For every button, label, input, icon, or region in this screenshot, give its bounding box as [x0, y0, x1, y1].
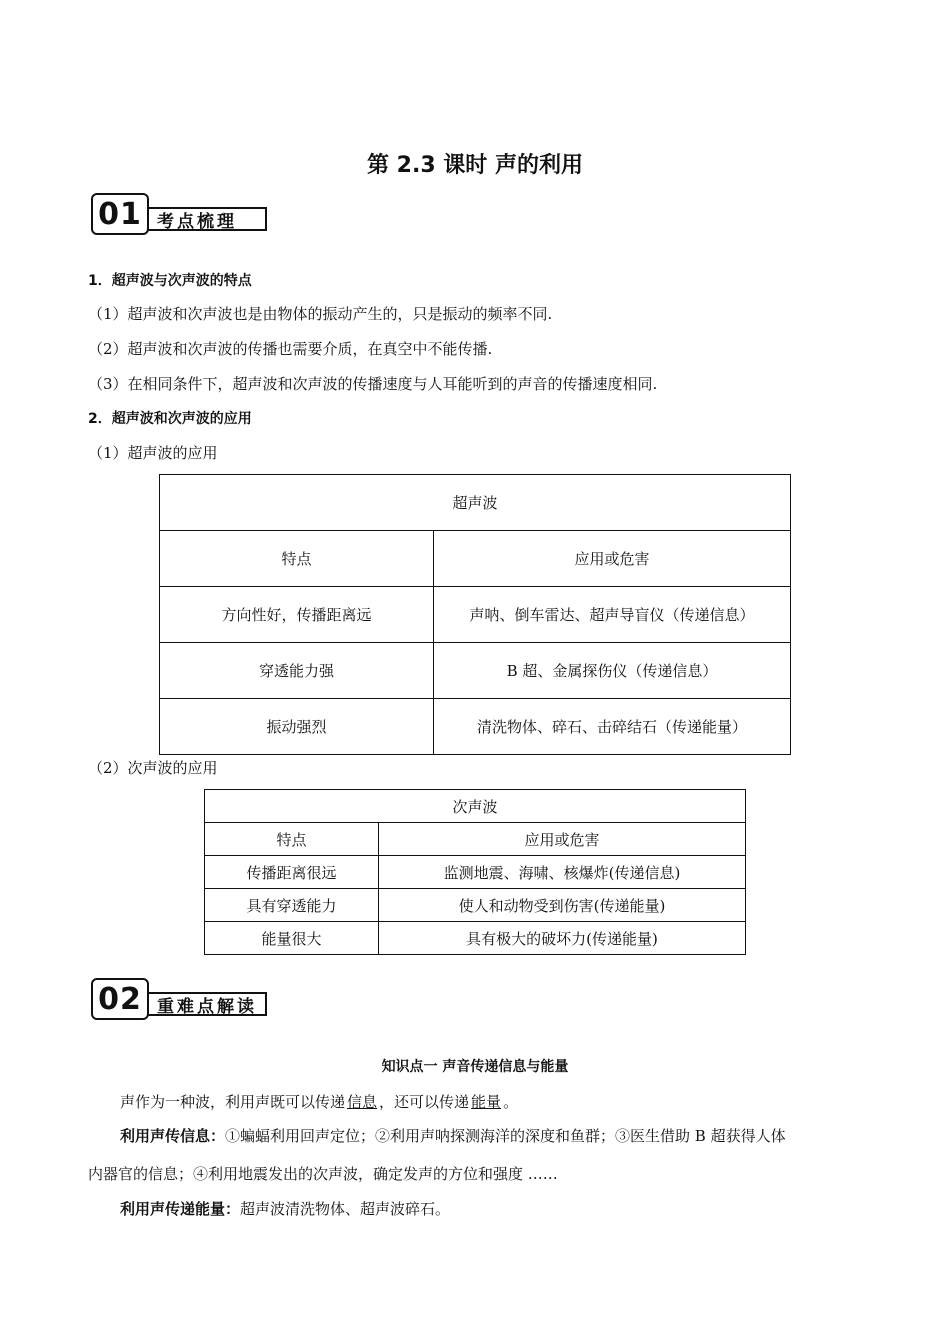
paragraph-intro — [120, 1091, 518, 1112]
section-badge-1 — [91, 193, 271, 237]
paragraph-energy — [120, 1198, 450, 1219]
label-info: 利用声传信息： — [120, 1127, 226, 1145]
text-segment: ，还可以传递 — [379, 1093, 470, 1111]
table-cell: 具有极大的破坏力(传递能量) — [379, 922, 746, 955]
table-row — [205, 922, 746, 955]
table-row — [160, 643, 791, 699]
section-label: 考点梳理 — [147, 207, 267, 231]
table-header: 特点 — [205, 823, 379, 856]
table-row — [205, 889, 746, 922]
table-cell: 传播距离很远 — [205, 856, 379, 889]
table-cell: 方向性好，传播距离远 — [160, 587, 434, 643]
table-cell: 振动强烈 — [160, 699, 434, 755]
blank-answer: 信息 — [347, 1093, 378, 1111]
section-label: 重难点解读 — [147, 992, 267, 1016]
table-row — [205, 856, 746, 889]
label-energy: 利用声传递能量： — [120, 1200, 241, 1218]
subheading-infrasound: （2）次声波的应用 — [88, 759, 218, 777]
table-header: 应用或危害 — [379, 823, 746, 856]
section-badge-2 — [91, 978, 271, 1022]
ultrasound-table — [159, 474, 791, 755]
heading-1: 1．超声波与次声波的特点 — [88, 273, 252, 289]
table-row — [160, 587, 791, 643]
table-cell: 具有穿透能力 — [205, 889, 379, 922]
table-cell: 监测地震、海啸、核爆炸(传递信息) — [379, 856, 746, 889]
table-title: 超声波 — [160, 475, 791, 531]
page-title: 第 2.3 课时 声的利用 — [367, 153, 583, 178]
paragraph-3: （3）在相同条件下，超声波和次声波的传播速度与人耳能听到的声音的传播速度相同. — [88, 375, 658, 393]
table-cell: B 超、金属探伤仪（传递信息） — [434, 643, 791, 699]
table-row — [160, 699, 791, 755]
heading-2: 2．超声波和次声波的应用 — [88, 411, 252, 427]
paragraph-1: （1）超声波和次声波也是由物体的振动产生的，只是振动的频率不同. — [88, 305, 553, 323]
table-cell: 能量很大 — [205, 922, 379, 955]
table-cell: 使人和动物受到伤害(传递能量) — [379, 889, 746, 922]
table-header: 应用或危害 — [434, 531, 791, 587]
paragraph-info-continued: 内器官的信息；④利用地震发出的次声波，确定发声的方位和强度 …… — [88, 1165, 558, 1183]
table-title: 次声波 — [205, 790, 746, 823]
subheading-ultrasound: （1）超声波的应用 — [88, 444, 218, 462]
table-cell: 穿透能力强 — [160, 643, 434, 699]
paragraph-2: （2）超声波和次声波的传播也需要介质，在真空中不能传播. — [88, 340, 493, 358]
text-segment: 。 — [503, 1093, 519, 1111]
text-segment: 超声波清洗物体、超声波碎石。 — [240, 1200, 451, 1218]
text-segment: 声作为一种波，利用声既可以传递 — [120, 1093, 346, 1111]
knowledge-point-title: 知识点一 声音传递信息与能量 — [381, 1059, 569, 1075]
infrasound-table — [204, 789, 746, 955]
text-segment: ①蝙蝠利用回声定位；②利用声呐探测海洋的深度和鱼群；③医生借助 B 超获得人体 — [225, 1127, 786, 1145]
section-number: 02 — [91, 978, 149, 1020]
table-cell: 声呐、倒车雷达、超声导盲仪（传递信息） — [434, 587, 791, 643]
paragraph-info — [120, 1125, 786, 1146]
section-number: 01 — [91, 193, 149, 235]
table-header: 特点 — [160, 531, 434, 587]
table-cell: 清洗物体、碎石、击碎结石（传递能量） — [434, 699, 791, 755]
blank-answer: 能量 — [471, 1093, 502, 1111]
